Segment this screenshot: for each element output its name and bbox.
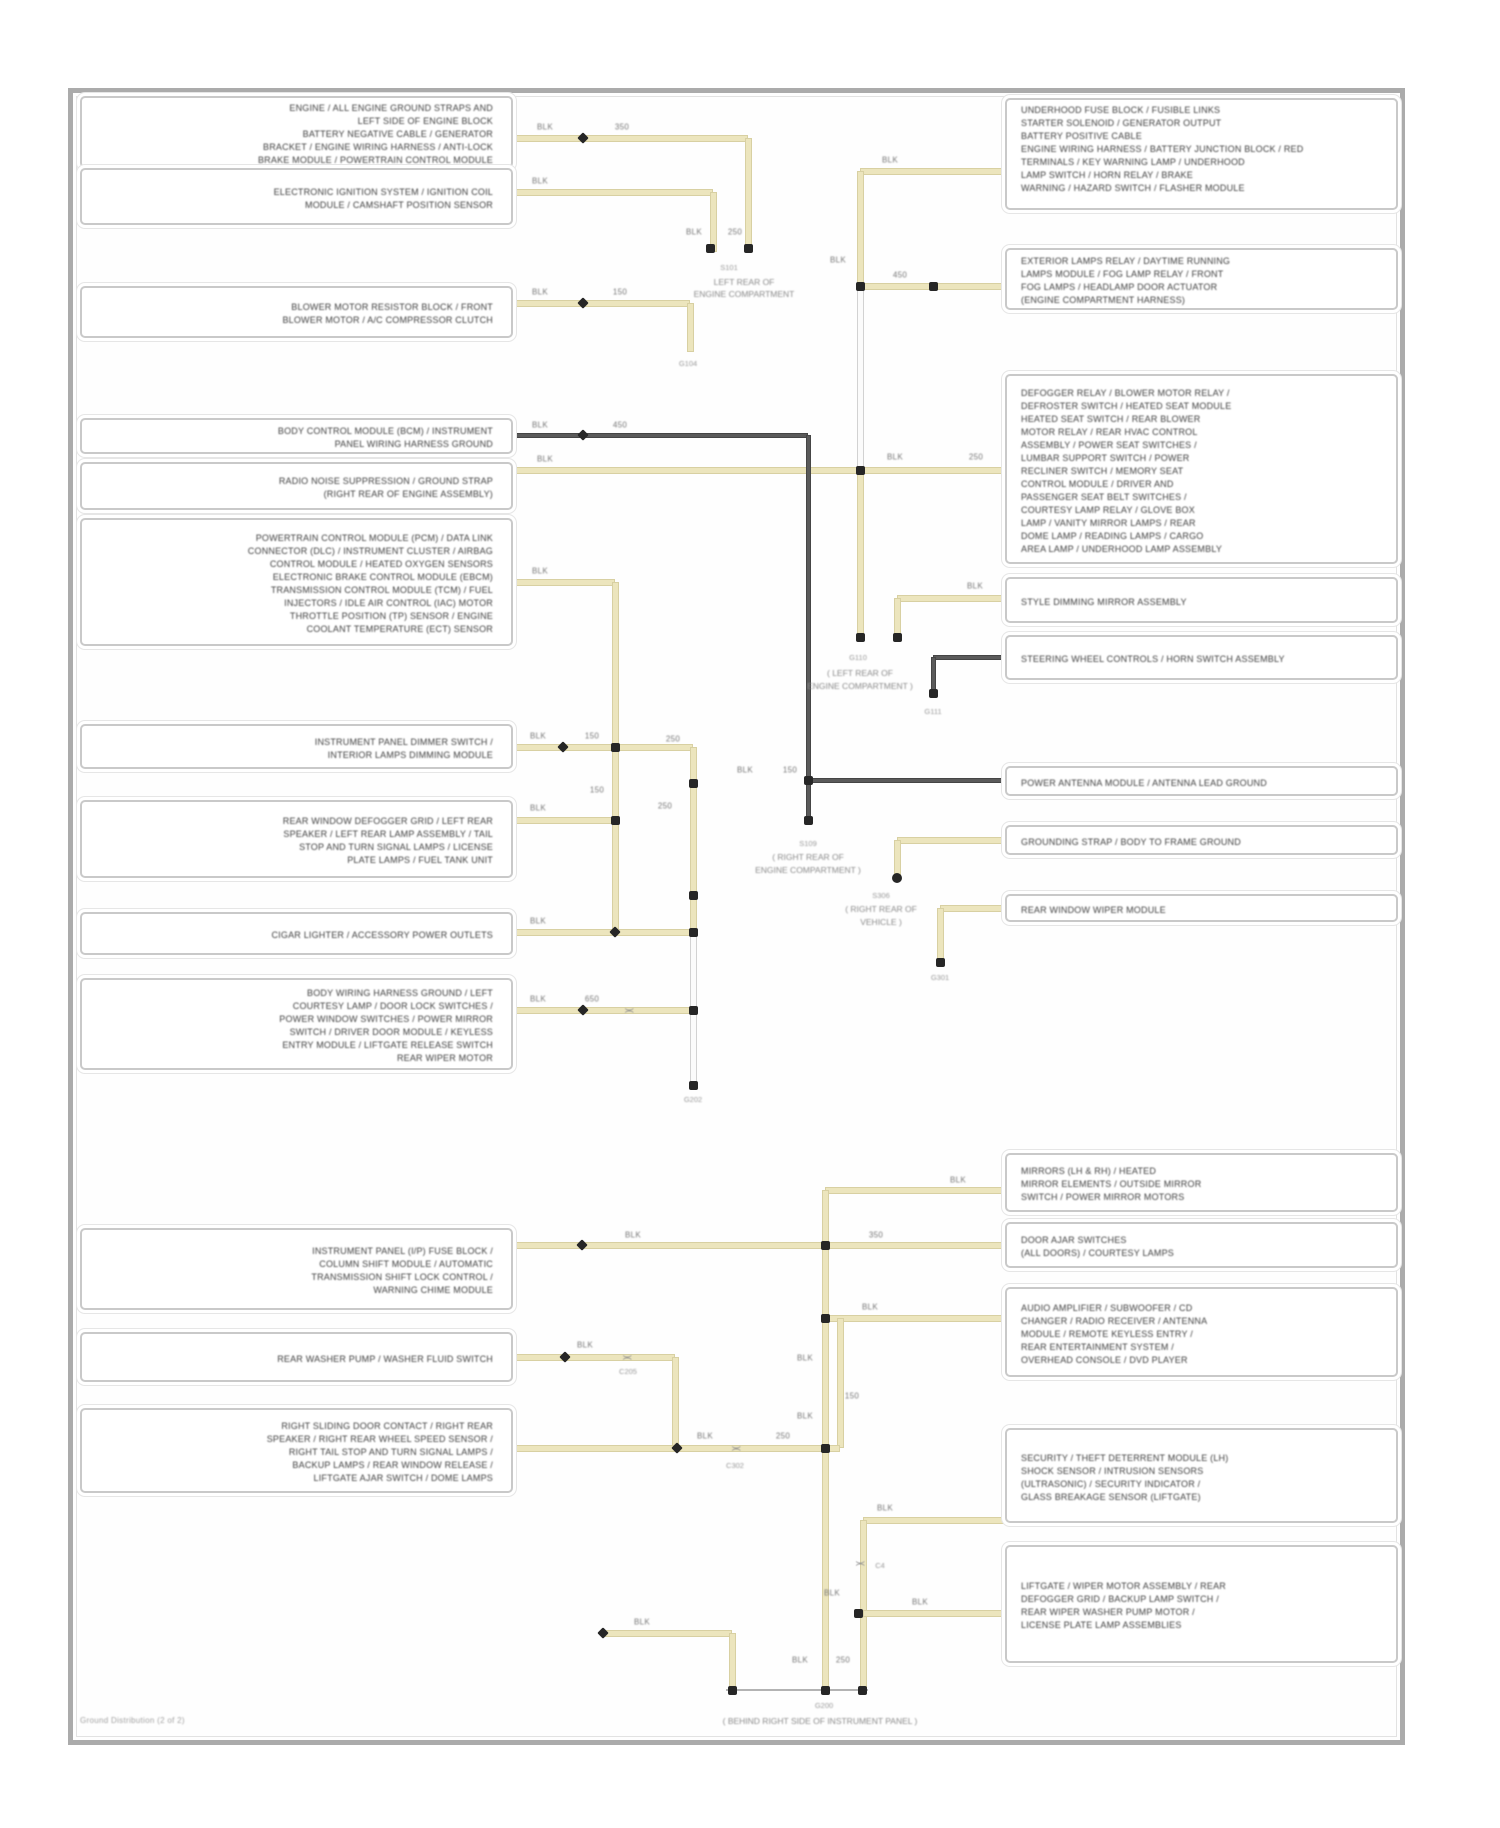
component-box <box>80 286 513 338</box>
component-box-text-line: PLATE LAMPS / FUEL TANK UNIT <box>347 855 493 865</box>
wire-segment <box>822 1190 829 1690</box>
wire-segment <box>603 1630 732 1637</box>
location-label: ( LEFT REAR OF <box>827 668 893 678</box>
component-box-text-line: SWITCH / DRIVER DOOR MODULE / KEYLESS <box>289 1027 493 1037</box>
location-label: LEFT REAR OF <box>713 277 775 287</box>
wire-segment <box>857 470 864 641</box>
component-box-text-line: TRANSMISSION CONTROL MODULE (TCM) / FUEL <box>270 585 493 595</box>
wire-label: 350 <box>614 122 630 132</box>
wire-segment <box>513 929 693 936</box>
junction-square <box>689 779 698 788</box>
wire-segment <box>937 908 944 962</box>
wire-segment <box>513 135 748 142</box>
component-box-text-line: PANEL WIRING HARNESS GROUND <box>334 439 493 449</box>
ground-id-label: G200 <box>814 1701 834 1710</box>
wire-label: 150 <box>589 785 605 795</box>
component-box-text-line: SWITCH / POWER MIRROR MOTORS <box>1021 1192 1185 1202</box>
component-box-text-line: LAMP / VANITY MIRROR LAMPS / REAR <box>1021 517 1196 528</box>
wire-label: 250 <box>727 227 743 237</box>
wire-label: BLK <box>624 1230 642 1240</box>
wire-label: BLK <box>531 287 549 297</box>
junction-square <box>611 816 620 825</box>
component-box-text-line: MIRRORS (LH & RH) / HEATED <box>1021 1166 1157 1176</box>
wire-label: BLK <box>911 1597 929 1607</box>
wire-segment <box>857 290 864 470</box>
component-box <box>1005 1287 1398 1377</box>
inline-connector-icon: )( <box>856 1561 866 1565</box>
wire-label: BLK <box>529 994 547 1004</box>
location-label: ENGINE COMPARTMENT <box>693 289 795 299</box>
component-box-text-line: BRACKET / ENGINE WIRING HARNESS / ANTI-LOCK <box>263 141 493 152</box>
wire-segment <box>687 303 694 352</box>
component-box <box>80 912 513 955</box>
junction-square <box>689 891 698 900</box>
component-box-text-line: AUDIO AMPLIFIER / SUBWOOFER / CD <box>1021 1302 1193 1313</box>
component-box <box>80 1408 513 1493</box>
wire-label: BLK <box>529 731 547 741</box>
component-box-text-line: (ENGINE COMPARTMENT HARNESS) <box>1021 295 1186 305</box>
wire-segment <box>897 837 1005 844</box>
component-box-text-line: BLOWER MOTOR / A/C COMPRESSOR CLUTCH <box>282 315 493 325</box>
wire-label: BLK <box>823 1588 841 1598</box>
component-box-text-line: LEFT SIDE OF ENGINE BLOCK <box>357 115 493 126</box>
component-box-text-line: LAMP SWITCH / HORN RELAY / BRAKE <box>1021 170 1193 180</box>
component-box <box>80 800 513 878</box>
wire-segment <box>513 817 615 824</box>
wire-label: BLK <box>531 566 549 576</box>
ground-id-label: G104 <box>678 359 698 368</box>
component-box-text-line: CIGAR LIGHTER / ACCESSORY POWER OUTLETS <box>271 930 493 940</box>
wire-segment <box>808 778 1005 783</box>
component-box-text-line: REAR ENTERTAINMENT SYSTEM / <box>1021 1341 1174 1352</box>
wire-segment <box>726 1689 868 1691</box>
inline-connector-icon: )( <box>732 1446 742 1450</box>
wire-label: BLK <box>685 227 703 237</box>
component-box-text-line: MODULE / CAMSHAFT POSITION SENSOR <box>305 199 493 210</box>
wire-label: BLK <box>949 1175 967 1185</box>
component-box-text-line: BRAKE MODULE / POWERTRAIN CONTROL MODULE <box>257 154 493 165</box>
junction-square <box>858 1686 867 1695</box>
component-box-text-line: EXTERIOR LAMPS RELAY / DAYTIME RUNNING <box>1021 256 1231 266</box>
component-box-text-line: ENTRY MODULE / LIFTGATE RELEASE SWITCH <box>282 1040 493 1050</box>
component-box-text-line: CONTROL MODULE / DRIVER AND <box>1021 478 1174 489</box>
junction-square <box>706 244 715 253</box>
component-box-text-line: SPEAKER / LEFT REAR LAMP ASSEMBLY / TAIL <box>283 829 493 839</box>
inline-connector-icon: )( <box>625 1008 635 1012</box>
junction-square <box>856 282 865 291</box>
component-box-text-line: SECURITY / THEFT DETERRENT MODULE (LH) <box>1021 1452 1229 1463</box>
component-box-text-line: SHOCK SENSOR / INTRUSION SENSORS <box>1021 1465 1204 1476</box>
wire-segment <box>825 1187 1005 1194</box>
wire-label: 250 <box>775 1431 791 1441</box>
junction-square <box>821 1241 830 1250</box>
component-box-text-line: PASSENGER SEAT BELT SWITCHES / <box>1021 491 1187 502</box>
inline-connector-icon: )( <box>623 1355 633 1359</box>
component-box-text-line: GROUNDING STRAP / BODY TO FRAME GROUND <box>1021 836 1241 847</box>
component-box-text-line: HEATED SEAT SWITCH / REAR BLOWER <box>1021 413 1201 424</box>
junction-square <box>611 743 620 752</box>
location-label: ( BEHIND RIGHT SIDE OF INSTRUMENT PANEL ) <box>722 1716 918 1726</box>
wire-label: BLK <box>529 803 547 813</box>
component-box-text-line: DEFOGGER GRID / BACKUP LAMP SWITCH / <box>1021 1594 1219 1604</box>
component-box <box>80 1332 513 1382</box>
component-box-text-line: ENGINE WIRING HARNESS / BATTERY JUNCTION BLOCK / RED <box>1021 144 1304 154</box>
component-box <box>1005 374 1398 564</box>
junction-dot <box>892 873 902 883</box>
component-box-text-line: REAR WINDOW WIPER MODULE <box>1021 904 1166 915</box>
component-box <box>1005 894 1398 922</box>
wire-label: BLK <box>791 1655 809 1665</box>
ground-id-label: S306 <box>872 891 890 900</box>
wire-segment <box>860 168 1005 175</box>
ground-id-label: G111 <box>924 707 942 716</box>
wire-label: 150 <box>844 1391 860 1401</box>
junction-square <box>854 1609 863 1618</box>
wire-label: BLK <box>529 916 547 926</box>
component-box-text-line: TERMINALS / KEY WARNING LAMP / UNDERHOOD <box>1021 157 1245 167</box>
component-box-text-line: ELECTRONIC BRAKE CONTROL MODULE (EBCM) <box>272 572 493 582</box>
component-box-text-line: TRANSMISSION SHIFT LOCK CONTROL / <box>311 1272 493 1282</box>
wire-segment <box>513 579 615 586</box>
wire-segment <box>837 1318 844 1448</box>
component-box-text-line: ELECTRONIC IGNITION SYSTEM / IGNITION COIL <box>273 186 493 197</box>
wire-segment <box>729 1633 736 1690</box>
component-box <box>1005 635 1398 680</box>
wire-label: 350 <box>868 1230 884 1240</box>
wire-label: 250 <box>835 1655 851 1665</box>
component-box-text-line: RIGHT SLIDING DOOR CONTACT / RIGHT REAR <box>281 1421 493 1431</box>
wire-label: 250 <box>657 801 673 811</box>
wire-label: BLK <box>829 255 847 265</box>
wire-label: 650 <box>584 994 600 1004</box>
component-box-text-line: (ULTRASONIC) / SECURITY INDICATOR / <box>1021 1478 1201 1489</box>
component-box-text-line: INTERIOR LAMPS DIMMING MODULE <box>327 749 493 760</box>
location-label: VEHICLE ) <box>860 917 902 927</box>
component-box-text-line: UNDERHOOD FUSE BLOCK / FUSIBLE LINKS <box>1021 105 1221 115</box>
wire-segment <box>672 1357 679 1448</box>
wire-segment <box>825 1315 1005 1322</box>
component-box-text-line: AREA LAMP / UNDERHOOD LAMP ASSEMBLY <box>1021 543 1223 554</box>
junction-square <box>821 1444 830 1453</box>
component-box <box>80 724 513 769</box>
component-box-text-line: (ALL DOORS) / COURTESY LAMPS <box>1021 1248 1174 1258</box>
ground-id-label: G301 <box>930 973 950 982</box>
junction-square <box>728 1686 737 1695</box>
component-box <box>1005 766 1398 796</box>
component-box-text-line: RIGHT TAIL STOP AND TURN SIGNAL LAMPS / <box>288 1447 493 1457</box>
component-box-text-line: POWER WINDOW SWITCHES / POWER MIRROR <box>279 1014 493 1024</box>
junction-square <box>856 466 865 475</box>
component-box <box>1005 577 1398 623</box>
component-box-text-line: LIFTGATE / WIPER MOTOR ASSEMBLY / REAR <box>1021 1581 1226 1591</box>
wire-segment <box>931 657 936 693</box>
component-box <box>1005 98 1398 210</box>
component-box-text-line: BATTERY NEGATIVE CABLE / GENERATOR <box>302 128 493 139</box>
component-box-text-line: INSTRUMENT PANEL DIMMER SWITCH / <box>314 736 493 747</box>
wire-label: BLK <box>966 581 984 591</box>
junction-square <box>804 776 813 785</box>
component-box-text-line: BACKUP LAMPS / REAR WINDOW RELEASE / <box>292 1460 493 1470</box>
component-box-text-line: REAR WIPER MOTOR <box>396 1053 493 1063</box>
junction-square <box>929 689 938 698</box>
component-box <box>1005 1153 1398 1212</box>
component-box <box>80 518 513 646</box>
component-box <box>1005 1428 1398 1523</box>
component-box-text-line: LAMPS MODULE / FOG LAMP RELAY / FRONT <box>1021 269 1224 279</box>
component-box-text-line: RECLINER SWITCH / MEMORY SEAT <box>1021 465 1184 476</box>
junction-square <box>936 958 945 967</box>
component-box-text-line: SPEAKER / RIGHT REAR WHEEL SPEED SENSOR / <box>266 1434 493 1444</box>
component-box-text-line: DEFROSTER SWITCH / HEATED SEAT MODULE <box>1021 400 1232 411</box>
component-box-text-line: MIRROR ELEMENTS / OUTSIDE MIRROR <box>1021 1179 1202 1189</box>
wire-label: BLK <box>861 1302 879 1312</box>
wire-segment <box>863 1517 1005 1524</box>
junction-square <box>689 928 698 937</box>
wire-label: BLK <box>886 452 904 462</box>
component-box-text-line: INJECTORS / IDLE AIR CONTROL (IAC) MOTOR <box>284 598 493 608</box>
location-label: ( RIGHT REAR OF <box>772 852 844 862</box>
wire-label: 150 <box>612 287 628 297</box>
component-box <box>80 96 513 168</box>
wire-label: BLK <box>536 122 554 132</box>
location-label: ( RIGHT REAR OF <box>845 904 917 914</box>
component-box-text-line: REAR WASHER PUMP / WASHER FLUID SWITCH <box>277 1353 493 1364</box>
wire-segment <box>513 1007 693 1014</box>
junction-square <box>804 816 813 825</box>
wire-label: BLK <box>696 1431 714 1441</box>
wire-label: 450 <box>892 270 908 280</box>
wire-label: 250 <box>665 734 681 744</box>
component-box-text-line: DOOR AJAR SWITCHES <box>1021 1235 1127 1245</box>
ground-id-label: C4 <box>875 1561 885 1570</box>
location-label: ENGINE COMPARTMENT ) <box>755 865 861 875</box>
junction-square <box>821 1314 830 1323</box>
component-box-text-line: CONNECTOR (DLC) / INSTRUMENT CLUSTER / AIRBAG <box>247 546 493 556</box>
component-box-text-line: WARNING / HAZARD SWITCH / FLASHER MODULE <box>1021 183 1245 193</box>
component-box-text-line: LIFTGATE AJAR SWITCH / DOME LAMPS <box>313 1473 493 1483</box>
component-box-text-line: MOTOR RELAY / REAR HVAC CONTROL <box>1021 426 1198 437</box>
wire-label: BLK <box>796 1353 814 1363</box>
component-box <box>1005 1222 1398 1268</box>
component-box-text-line: LUMBAR SUPPORT SWITCH / POWER <box>1021 452 1190 463</box>
component-box-text-line: STARTER SOLENOID / GENERATOR OUTPUT <box>1021 118 1222 128</box>
wire-label: BLK <box>531 420 549 430</box>
wire-label: BLK <box>736 765 754 775</box>
component-box-text-line: POWER ANTENNA MODULE / ANTENNA LEAD GROUND <box>1021 777 1267 788</box>
wire-segment <box>897 595 1005 602</box>
junction-square <box>689 1006 698 1015</box>
wire-label: BLK <box>531 176 549 186</box>
wire-label: 450 <box>612 420 628 430</box>
junction-square <box>821 1686 830 1695</box>
component-box-text-line: INSTRUMENT PANEL (I/P) FUSE BLOCK / <box>312 1246 493 1256</box>
component-box-text-line: COOLANT TEMPERATURE (ECT) SENSOR <box>306 624 493 634</box>
component-box-text-line: OVERHEAD CONSOLE / DVD PLAYER <box>1021 1354 1188 1365</box>
component-box <box>80 168 513 225</box>
wire-label: BLK <box>876 1503 894 1513</box>
wire-segment <box>863 1610 1005 1617</box>
component-box-text-line: THROTTLE POSITION (TP) SENSOR / ENGINE <box>289 611 493 621</box>
component-box-text-line: DOME LAMP / READING LAMPS / CARGO <box>1021 530 1204 541</box>
wire-segment <box>690 747 697 932</box>
junction-square <box>744 244 753 253</box>
ground-id-label: S101 <box>720 263 738 272</box>
component-box <box>1005 825 1398 855</box>
wire-segment <box>940 905 1005 912</box>
component-box-text-line: BODY WIRING HARNESS GROUND / LEFT <box>307 988 493 998</box>
junction-square <box>689 1081 698 1090</box>
component-box-text-line: STOP AND TURN SIGNAL LAMPS / LICENSE <box>299 842 493 852</box>
component-box-text-line: ASSEMBLY / POWER SEAT SWITCHES / <box>1021 439 1197 450</box>
component-box-text-line: CHANGER / RADIO RECEIVER / ANTENNA <box>1021 1315 1208 1326</box>
component-box-text-line: COURTESY LAMP RELAY / GLOVE BOX <box>1021 504 1195 515</box>
wire-segment <box>513 189 713 196</box>
component-box-text-line: DEFOGGER RELAY / BLOWER MOTOR RELAY / <box>1021 387 1230 398</box>
wire-label: BLK <box>796 1411 814 1421</box>
ground-id-label: C205 <box>619 1367 637 1376</box>
component-box-text-line: STYLE DIMMING MIRROR ASSEMBLY <box>1021 596 1187 607</box>
wire-label: BLK <box>536 454 554 464</box>
component-box-text-line: (RIGHT REAR OF ENGINE ASSEMBLY) <box>323 489 493 499</box>
wire-label: 250 <box>968 452 984 462</box>
component-box-text-line: POWERTRAIN CONTROL MODULE (PCM) / DATA LINK <box>255 533 493 543</box>
component-box-text-line: STEERING WHEEL CONTROLS / HORN SWITCH ASSEMBLY <box>1021 654 1285 664</box>
wire-segment <box>513 1354 675 1361</box>
ground-id-label: S109 <box>799 839 817 848</box>
wire-label: BLK <box>881 155 899 165</box>
component-box-text-line: COURTESY LAMP / DOOR LOCK SWITCHES / <box>292 1001 493 1011</box>
component-box-text-line: MODULE / REMOTE KEYLESS ENTRY / <box>1021 1328 1193 1339</box>
wire-segment <box>513 300 690 307</box>
wire-segment <box>513 467 1005 474</box>
component-box <box>80 1228 513 1310</box>
page-footer-text: Ground Distribution (2 of 2) <box>80 1716 185 1725</box>
ground-id-label: C302 <box>726 1461 744 1470</box>
junction-square <box>893 633 902 642</box>
component-box-text-line: REAR WINDOW DEFOGGER GRID / LEFT REAR <box>282 816 493 826</box>
component-box <box>80 418 513 454</box>
wire-segment <box>857 171 864 290</box>
wire-segment <box>612 582 619 932</box>
component-box <box>80 978 513 1070</box>
wire-segment <box>615 744 693 751</box>
component-box-text-line: BLOWER MOTOR RESISTOR BLOCK / FRONT <box>291 302 493 312</box>
junction-square <box>856 633 865 642</box>
wire-label: 150 <box>782 765 798 775</box>
component-box-text-line: CONTROL MODULE / HEATED OXYGEN SENSORS <box>269 559 493 569</box>
ground-id-label: G110 <box>849 653 867 662</box>
wire-segment <box>745 138 752 252</box>
wire-segment <box>513 433 808 438</box>
component-box <box>80 462 513 510</box>
component-box-text-line: BODY CONTROL MODULE (BCM) / INSTRUMENT <box>277 426 493 436</box>
component-box-text-line: WARNING CHIME MODULE <box>373 1285 493 1295</box>
component-box-text-line: REAR WIPER WASHER PUMP MOTOR / <box>1021 1607 1195 1617</box>
component-box-text-line: LICENSE PLATE LAMP ASSEMBLIES <box>1021 1620 1182 1630</box>
component-box <box>1005 1545 1398 1663</box>
component-box <box>1005 248 1398 310</box>
ground-id-label: G202 <box>683 1095 703 1104</box>
component-box-text-line: BATTERY POSITIVE CABLE <box>1021 131 1142 141</box>
location-label: ENGINE COMPARTMENT ) <box>807 681 913 691</box>
wire-segment <box>933 655 1005 660</box>
wire-segment <box>806 435 811 820</box>
component-box-text-line: RADIO NOISE SUPPRESSION / GROUND STRAP <box>278 476 493 486</box>
wire-label: BLK <box>633 1617 651 1627</box>
wire-label: BLK <box>576 1340 594 1350</box>
component-box-text-line: COLUMN SHIFT MODULE / AUTOMATIC <box>319 1259 493 1269</box>
wire-label: 150 <box>584 731 600 741</box>
wire-segment <box>860 1520 867 1690</box>
component-box-text-line: ENGINE / ALL ENGINE GROUND STRAPS AND <box>289 102 493 113</box>
junction-square <box>929 282 938 291</box>
component-box-text-line: FOG LAMPS / HEADLAMP DOOR ACTUATOR <box>1021 282 1218 292</box>
component-box-text-line: GLASS BREAKAGE SENSOR (LIFTGATE) <box>1021 1491 1201 1502</box>
